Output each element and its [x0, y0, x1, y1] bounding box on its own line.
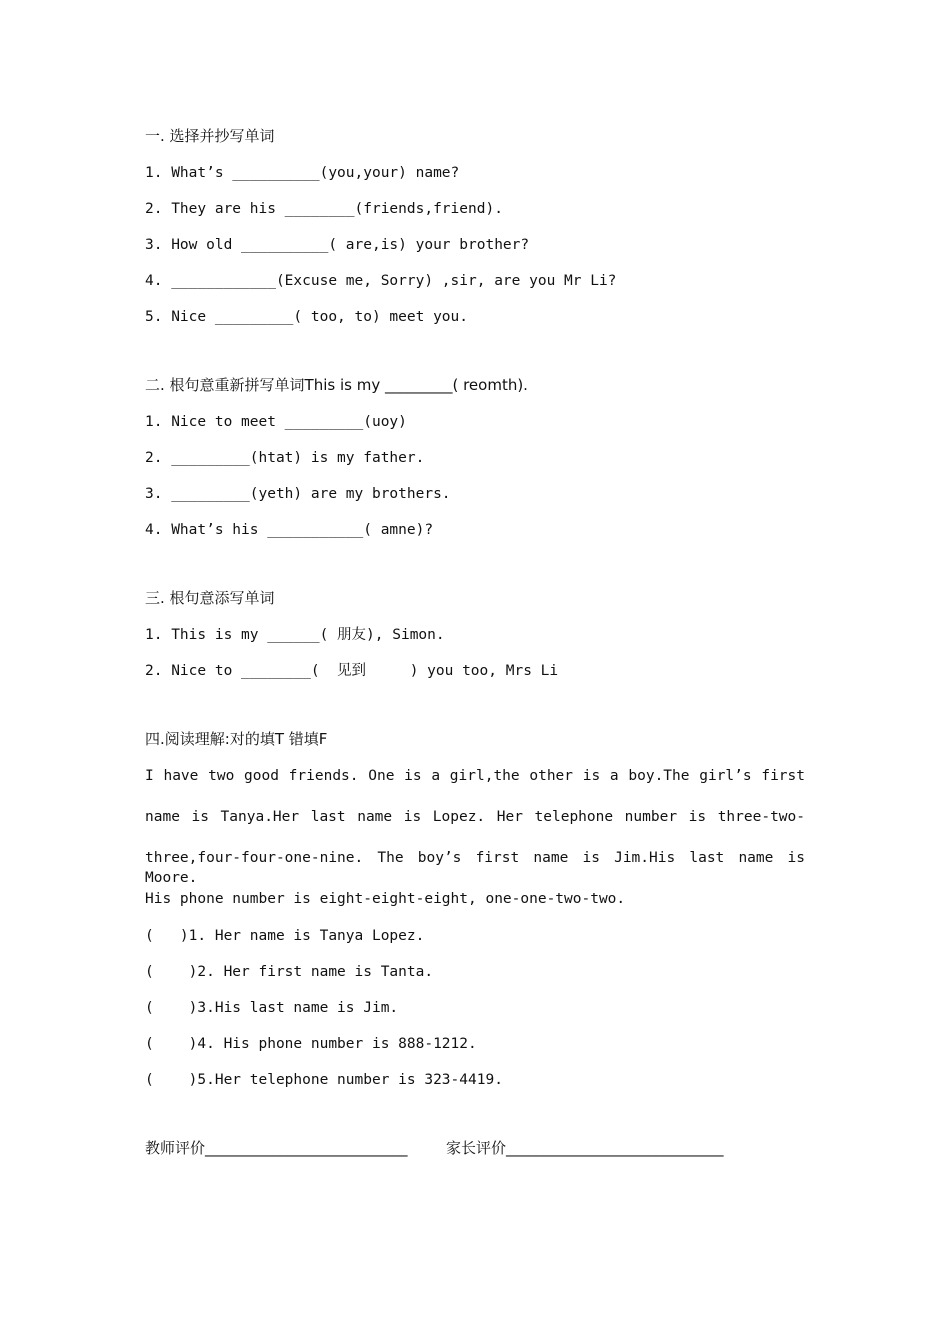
question-1-1: 1. What’s __________(you,your) name? — [145, 165, 460, 181]
true-false-item-4: ( )4. His phone number is 888-1212. — [145, 1036, 477, 1052]
question-1-4: 4. ____________(Excuse me, Sorry) ,sir, are you Mr Li? — [145, 273, 617, 289]
question-2-3: 3. _________(yeth) are my brothers. — [145, 486, 451, 502]
reading-passage-line-3: three,four-four-one-nine. The boy’s first name is Jim.His last name is Moore. — [145, 850, 805, 886]
question-3-1: 1. This is my ______( 朋友), Simon. — [145, 627, 445, 643]
section-4-title: 四.阅读理解:对的填T 错填F — [145, 730, 328, 748]
question-2-1: 1. Nice to meet _________(uoy) — [145, 414, 407, 430]
question-3-2: 2. Nice to ________( 见到 ) you too, Mrs Li — [145, 663, 559, 679]
section-3-title: 三. 根句意添写单词 — [145, 589, 275, 607]
question-1-3: 3. How old __________( are,is) your brother? — [145, 237, 530, 253]
reading-passage-line-4: His phone number is eight-eight-eight, one-one-two-two. — [145, 891, 626, 907]
true-false-item-3: ( )3.His last name is Jim. — [145, 1000, 399, 1016]
parent-evaluation: 家长评价_____________________________ — [446, 1139, 724, 1157]
true-false-item-5: ( )5.Her telephone number is 323-4419. — [145, 1072, 503, 1088]
question-2-2: 2. _________(htat) is my father. — [145, 450, 425, 466]
reading-passage-line-1: I have two good friends. One is a girl,the other is a boy.The girl’s first — [145, 768, 805, 784]
question-1-5: 5. Nice _________( too, to) meet you. — [145, 309, 469, 325]
section-1-title: 一. 选择并抄写单词 — [145, 127, 275, 145]
teacher-evaluation: 教师评价___________________________ — [145, 1139, 408, 1157]
section-2-title: 二. 根句意重新拼写单词This is my _________( reomth). — [145, 376, 528, 394]
true-false-item-1: ( )1. Her name is Tanya Lopez. — [145, 928, 425, 944]
question-2-4: 4. What’s his ___________( amne)? — [145, 522, 434, 538]
question-1-2: 2. They are his ________(friends,friend). — [145, 201, 503, 217]
reading-passage-line-2: name is Tanya.Her last name is Lopez. Her telephone number is three-two- — [145, 809, 805, 825]
true-false-item-2: ( )2. Her first name is Tanta. — [145, 964, 434, 980]
